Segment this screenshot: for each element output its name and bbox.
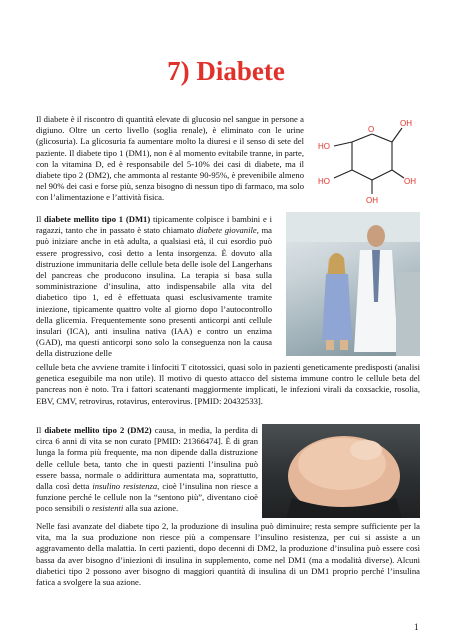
dm2-heading: diabete mellito tipo 2 (DM2) bbox=[44, 425, 152, 435]
dm1-paragraph-continued: cellule beta che avviene tramite i linfociti T citotossici, quasi solo in pazienti geneticamente predisposti (analisi genetica eseguibile ma non utile). Il motivo di questo attacco del sistema immune contro le cellule beta del pancreas non è noto. Tra i fattori scatenanti maggiormente implicati, le infezioni virali da coxsackie, rosolia, EBV, CMV, retrovirus, rotavirus, enterovirus. [PMID: 20432533]. bbox=[36, 362, 420, 406]
dm2-paragraph-continued: Nelle fasi avanzate del diabete tipo 2, la produzione di insulina può diminuire; resta sempre sufficiente per la vita, ma la sua produzione non riesce più a compensare l’insulino resistenza, per cui si assiste a un aggravamento della malattia. In certi pazienti, dopo decenni di DM2, la produzione d’insulina può essere così bassa da aver bisogno d’iniezioni di insulina in supplemento, come nel DM1 (ma a modalità diverse). Alcuni diabetici tipo 2 possono aver bisogno di maggiori quantità di insulina di un DM1 proprio perché l’insulina fatica a svolgere la sua azione. bbox=[36, 521, 420, 588]
dm1-paragraph bbox=[36, 214, 272, 360]
molecule-label-oh-bottom-right: OH bbox=[404, 177, 416, 186]
page-number: 1 bbox=[414, 622, 419, 632]
dm2-italic-2: resistenti bbox=[92, 503, 124, 514]
molecule-label-o-ring: O bbox=[368, 125, 375, 134]
intro-paragraph: Il diabete è il riscontro di quantità elevate di glucosio nel sangue in persone a digiuno. Oltre un certo livello (soglia renale), è eliminato con le urine (glicosuria). La glicosuria fa aumentare molto la diuresi e il senso di sete del paziente. Il diabete tipo 1 (DM1), non è al momento evitabile tranne, in parte, con la vitamina D, ed è responsabile del 5-10% dei casi di diabete, ma il diabete tipo 2 (DM2), che ammonta al restante 90-95%, è prevenibile almeno nel 90% dei casi e forse più, senza bisogno di nessun tipo di farmaco, ma solo con l’alimentazione e l’attività fisica. bbox=[36, 114, 305, 203]
dm1-heading: diabete mellito tipo 1 (DM1) bbox=[44, 214, 151, 224]
dm1-lead: Il bbox=[36, 214, 45, 224]
molecule-label-oh-bottom: OH bbox=[366, 196, 378, 205]
dm2-paragraph bbox=[36, 425, 258, 515]
obese-abdomen-photo bbox=[262, 424, 420, 518]
molecule-label-oh-top: OH bbox=[400, 119, 412, 128]
doctor-child-photo bbox=[286, 212, 420, 356]
dm2-lead: Il bbox=[36, 425, 45, 435]
dm2-text3: alla sua azione. bbox=[123, 503, 179, 514]
dm2-text2: , cioè l’insulina non riesce a funzione perché le cellule non la “sentono più”, diventano cioè poco sensibili o bbox=[36, 481, 258, 514]
dm1-italic: diabete giovanile bbox=[196, 225, 257, 236]
dm2-text1: causa, in media, la perdita di circa 6 anni di vita se non curato [PMID: 21366474]. È di gran lunga la forma più frequente, ma non dipende dalla distruzione delle cellule beta, tanto che in questi pazienti l’insulina può essere bassa, normale o addirittura aumentata ma, soprattutto, dalla così detta bbox=[36, 425, 258, 492]
molecule-label-ho-left: HO bbox=[318, 142, 330, 151]
dm1-text1: tipicamente colpisce i bambini e i ragazzi, tanto che in passato è stato chiamato bbox=[36, 214, 272, 236]
dm2-italic-1: insulino resistenza bbox=[92, 481, 158, 492]
page-title: 7) Diabete bbox=[167, 56, 285, 86]
glucose-molecule-diagram bbox=[312, 112, 424, 208]
dm1-text2: , ma può iniziare anche in età adulta, a qualsiasi età, il cui esordio può essere progressivo, così detto a lenta insorgenza. È dovuto alla distruzione immunitaria delle cellule beta delle isole del Langerhans del pancreas che producono insulina. La terapia si basa sulla somministrazione d’insulina, atto indispensabile alla vita del diabetico tipo 1, ed è effettuata quasi esclusivamente tramite iniezione, tipicamente quattro volte al giorno dopo l’autocontrollo della glicemia. Frequentemente sono presenti anticorpi anti cellule insulari (ICA), anti insulina nativa (IAA) e contro un enzima (GAD), ma questi anticorpi sono solo la conseguenza non la causa della distruzione delle bbox=[36, 225, 272, 359]
molecule-label-ho-bottom-left: HO bbox=[318, 177, 330, 186]
